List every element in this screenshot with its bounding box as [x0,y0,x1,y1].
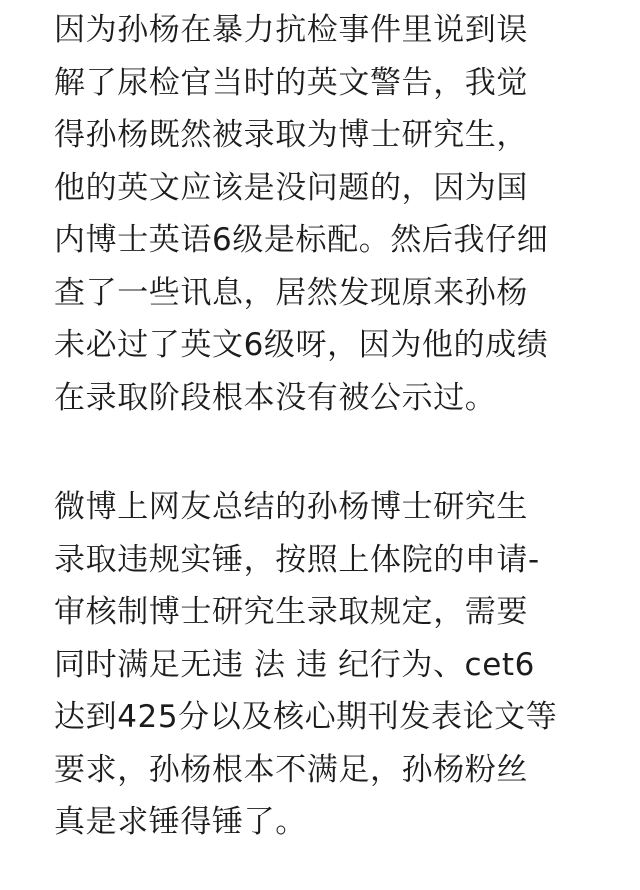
text-line: 微博上网友总结的孙杨博士研究生 [54,489,528,525]
paragraph-2 [54,481,640,849]
text-line: 要求，孙杨根本不满足，孙杨粉丝 [54,751,528,788]
text-line: 真是求锤得锤了。 [54,804,307,840]
text-line: 达到425分以及核心期刊发表论文等 [54,699,558,735]
text-line: 未必过了英文6级呀，因为他的成绩 [54,327,549,363]
text-line: 因为孙杨在暴力抗检事件里说到误 [54,12,528,48]
text-line: 查了一些讯息，居然发现原来孙杨 [54,274,528,311]
text-line: 审核制博士研究生录取规定，需要 [54,594,528,630]
paragraph-1 [54,0,640,424]
text-line: 内博士英语6级是标配。然后我仔细 [54,222,549,258]
text-line: 解了尿检官当时的英文警告，我觉 [54,64,528,101]
text-line: 得孙杨既然被录取为博士研究生， [54,117,528,153]
paragraph-spacer [54,424,640,481]
text-line: 他的英文应该是没问题的，因为国 [54,169,528,206]
text-line: 同时满足无违 法 违 纪行为、cet6 [54,646,535,683]
text-line: 录取违规实锤，按照上体院的申请- [54,541,540,578]
text-line: 在录取阶段根本没有被公示过。 [54,379,497,416]
